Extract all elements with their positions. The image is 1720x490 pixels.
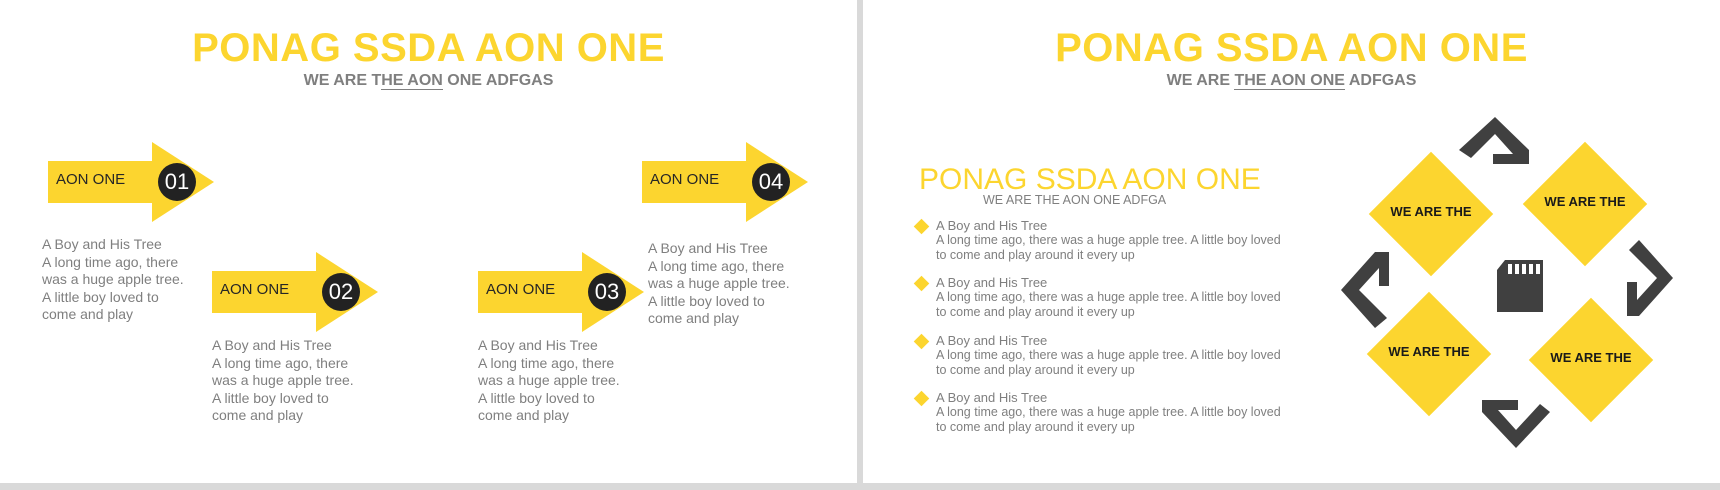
para-line: A long time ago, there [478,354,615,371]
step-number: 01 [158,163,196,201]
step-number: 04 [752,163,790,201]
subtitle-underlined: THE AON ONE [1234,72,1345,89]
bullet-body: A long time ago, there was a huge apple tree. A little boy loved to come and play around it every up [936,348,1281,377]
cycle-diagram [1341,100,1701,470]
bullet-heading: A Boy and His Tree [936,275,1048,290]
bullet-body: A long time ago, there was a huge apple tree. A little boy loved to come and play around it every up [936,290,1281,319]
para-line: A little boy loved to [648,292,765,309]
para-line: come and play [212,407,304,423]
step-description-02 [212,337,382,425]
subtitle-underlined: HE AON [381,72,443,89]
slide-subtitle [0,72,857,90]
sd-card-icon [1495,256,1547,316]
step-number: 03 [588,273,626,311]
cycle-diamond [1523,142,1647,266]
subtitle-part2: ADFGAS [1344,72,1417,89]
para-line: A little boy loved to [212,389,329,406]
bullet-body: A long time ago, there was a huge apple tree. A little boy loved to come and play around it every up [936,405,1281,434]
para-line: A long time ago, there [42,253,179,270]
slide-title: PONAG SSDA AON ONE [192,26,665,70]
step-arrow-01 [48,142,214,222]
section-subtitle: WE ARE THE AON ONE ADFGA [983,193,1167,207]
subtitle-part2: ONE ADFGAS [442,72,554,89]
para-line: come and play [648,310,740,326]
diamond-bullet-icon [914,276,930,292]
slide-subtitle [863,72,1720,90]
diamond-label: WE ARE THE [1550,350,1632,365]
para-line: A Boy and His Tree [648,240,768,256]
para-line: come and play [42,306,134,322]
step-arrow-02 [212,252,378,332]
bullet-body: A long time ago, there was a huge apple tree. A little boy loved to come and play around it every up [936,233,1281,262]
para-line: A little boy loved to [42,288,159,305]
cycle-diamond [1367,292,1491,416]
para-line: was a huge apple tree. [42,271,184,287]
diamond-label: WE ARE THE [1390,204,1472,219]
para-line: A long time ago, there [212,354,349,371]
step-number: 02 [322,273,360,311]
diamond-bullet-icon [914,334,930,350]
subtitle-part1: WE ARE [1166,72,1235,89]
para-line: A little boy loved to [478,389,595,406]
para-line: was a huge apple tree. [478,372,620,388]
step-description-01 [42,236,212,324]
step-description-04 [648,240,818,328]
para-line: was a huge apple tree. [648,275,790,291]
cycle-diamond [1369,152,1493,276]
para-line: A Boy and His Tree [212,337,332,353]
step-label: AON ONE [56,171,126,188]
para-line: come and play [478,407,570,423]
step-description-03 [478,337,648,425]
step-label: AON ONE [650,171,720,188]
para-line: A Boy and His Tree [42,236,162,252]
bullet-heading: A Boy and His Tree [936,390,1048,405]
cycle-diamond [1529,298,1653,422]
section-title: PONAG SSDA AON ONE [919,163,1261,196]
diamond-bullet-icon [914,219,930,235]
slide-left [0,0,857,483]
para-line: A long time ago, there [648,257,785,274]
step-label: AON ONE [486,281,556,298]
diamond-label: WE ARE THE [1388,344,1470,359]
step-arrow-03 [478,252,644,332]
step-label: AON ONE [220,281,290,298]
diamond-bullet-icon [914,391,930,407]
bullet-heading: A Boy and His Tree [936,218,1048,233]
diamond-label: WE ARE THE [1544,194,1626,209]
step-arrow-04 [642,142,808,222]
slide-title: PONAG SSDA AON ONE [1055,26,1528,70]
para-line: was a huge apple tree. [212,372,354,388]
slide-right [863,0,1720,483]
subtitle-part1: WE ARE T [303,72,382,89]
bullet-heading: A Boy and His Tree [936,333,1048,348]
para-line: A Boy and His Tree [478,337,598,353]
